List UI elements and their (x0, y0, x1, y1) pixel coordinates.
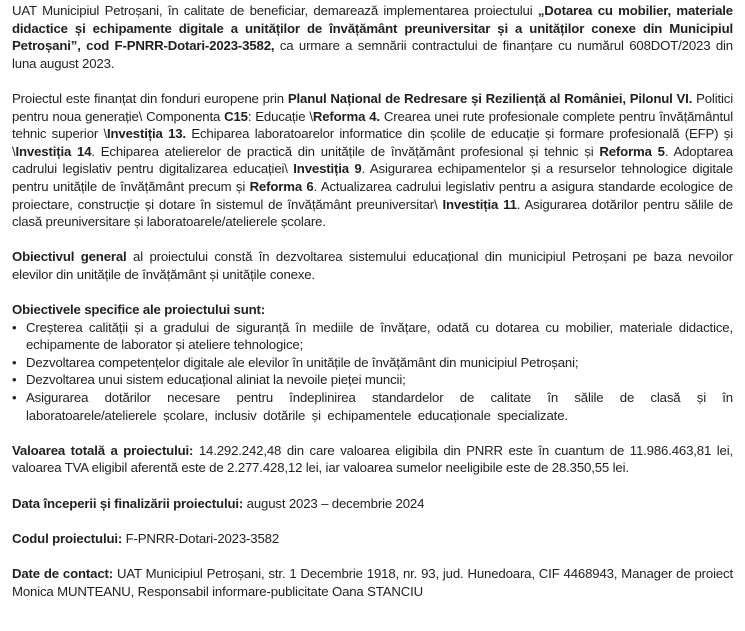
bullet-icon: • (12, 354, 17, 370)
code-paragraph (12, 530, 733, 548)
general-objective-text: al proiectului constă în dezvoltarea sistemului educațional din municipiul Petroșani pe baza nevoilor elevilor din unitățile de învățământ și unitățile conexe. (12, 249, 733, 282)
financing-text-3: : Educație \ (247, 108, 313, 124)
list-item (12, 354, 733, 372)
spacer (12, 231, 733, 249)
financing-text-8: . Asigurarea echipamentelor și a resurselor tehnologice digitale pentru unitățile de învățământ precum și (12, 161, 733, 194)
list-item (12, 389, 733, 424)
spacer (12, 424, 733, 442)
code-label: Codul proiectului: (12, 530, 123, 546)
list-item-text: Asigurarea dotărilor necesare pentru îndeplinirea standardelor de calitate în sălile de clasă și în laboratoarele/atelierele școlare, inclusiv dotările și echipamentele educaționale specializate. (26, 390, 733, 423)
financing-reform-6: Reforma 6 (249, 178, 314, 194)
project-title: „Dotarea cu mobilier, materiale didactice și echipamente digitale a unităților de învățământ preuniversitar și a unităților conexe din Municipiul Petroșani”, cod F-PNRR-Dotari-2023-3582, (12, 3, 733, 54)
financing-text-1: Proiectul este finanțat din fonduri europene prin (12, 90, 288, 106)
financing-paragraph (12, 90, 733, 231)
list-item (12, 319, 733, 354)
financing-investment-13: Investiția 13. (107, 126, 186, 142)
financing-reform-5: Reforma 5 (599, 143, 665, 159)
total-value-paragraph (12, 442, 733, 477)
financing-text-5: Echiparea laboratoarelor informatice din școlile de educație și formare profesională (EFP) și \ (12, 126, 733, 159)
code-text: F-PNRR-Dotari-2023-3582 (122, 530, 280, 546)
bullet-icon: • (12, 319, 17, 335)
total-value-text: 14.292.242,48 din care valoarea eligibila din PNRR este în cuantum de 11.986.463,81 lei, valoarea TVA eligibil aferentă este de 2.277.428,12 lei, iar valoarea sumelor neeligibile este de 28.350,55 lei. (12, 442, 733, 476)
financing-investment-11: Investiția 11 (442, 196, 517, 212)
financing-text-6: . Echiparea atelierelor de practică din unitățile de învățământ profesional și tehnic și (91, 143, 600, 159)
list-item-text: Dezvoltarea competențelor digitale ale elevilor în unitățile de învățământ din municipiul Petroșani; (26, 354, 579, 370)
financing-text-9: . Actualizarea cadrului legislativ pentru a asigura standarde ecologice de proiectare, construcție și dotare în sistemul de învățământ preuniversitar\ (12, 178, 733, 212)
financing-program: Planul Național de Redresare și Reziliență al României, Pilonul VI. (287, 90, 693, 106)
intro-text-1: UAT Municipiul Petroșani, în calitate de beneficiar, demarează implementarea proiectului (12, 3, 538, 18)
general-objective-label: Obiectivul general (12, 249, 127, 265)
bullet-icon: • (12, 390, 17, 406)
dates-label: Data începerii și finalizării proiectului: (12, 495, 244, 511)
financing-text-2: Politici pentru noua generație\ Componenta (12, 90, 733, 124)
financing-component: C15 (224, 108, 248, 124)
contact-text: UAT Municipiul Petroșani, str. 1 Decembrie 1918, nr. 93, jud. Hunedoara, CIF 4468943, Manager de proiect Monica MUNTEANU, Responsabil informare-publicitate Oana STANCIU (12, 566, 733, 599)
financing-investment-9: Investiția 9 (293, 161, 362, 177)
spacer (12, 512, 733, 530)
spacer (12, 284, 733, 302)
spacer (12, 72, 733, 90)
intro-text-2: ca urmare a semnării contractului de finanțare cu numărul 608DOT/2023 din luna august 2023. (12, 38, 733, 71)
spacer (12, 547, 733, 565)
financing-reform-4: Reforma 4. (312, 108, 380, 124)
dates-text: august 2023 – decembrie 2024 (243, 495, 425, 511)
list-item-text: Creșterea calității și a gradului de siguranță în mediile de învățare, odată cu dotarea cu mobilier, materiale didactice, echipamente de laborator și ateliere tehnologice; (26, 319, 733, 353)
spacer (12, 477, 733, 495)
financing-investment-14: Investiția 14 (15, 143, 92, 159)
general-objective-paragraph (12, 248, 733, 283)
specific-objectives-title: Obiectivele specifice ale proiectului sunt: (12, 302, 265, 318)
financing-text-4: Crearea unei rute profesionale complete pentru învățământul tehnic superior \ (12, 108, 733, 142)
bullet-icon: • (12, 372, 17, 388)
contact-paragraph (12, 565, 733, 600)
dates-paragraph (12, 495, 733, 513)
total-value-label: Valoarea totală a proiectului: (12, 442, 194, 458)
specific-objectives-heading (12, 301, 733, 319)
list-item-text: Dezvoltarea unui sistem educațional aliniat la nevoile pieței muncii; (26, 372, 406, 388)
specific-objectives-list (12, 319, 733, 425)
financing-text-7: . Adoptarea cadrului legislativ pentru digitalizarea educației\ (12, 143, 733, 177)
contact-label: Date de contact: (12, 566, 114, 581)
financing-text-10: . Asigurarea dotărilor pentru sălile de clasă preuniversitare și laboratoarele/atelierele școlare. (12, 196, 733, 230)
intro-paragraph (12, 2, 733, 72)
list-item (12, 371, 733, 389)
